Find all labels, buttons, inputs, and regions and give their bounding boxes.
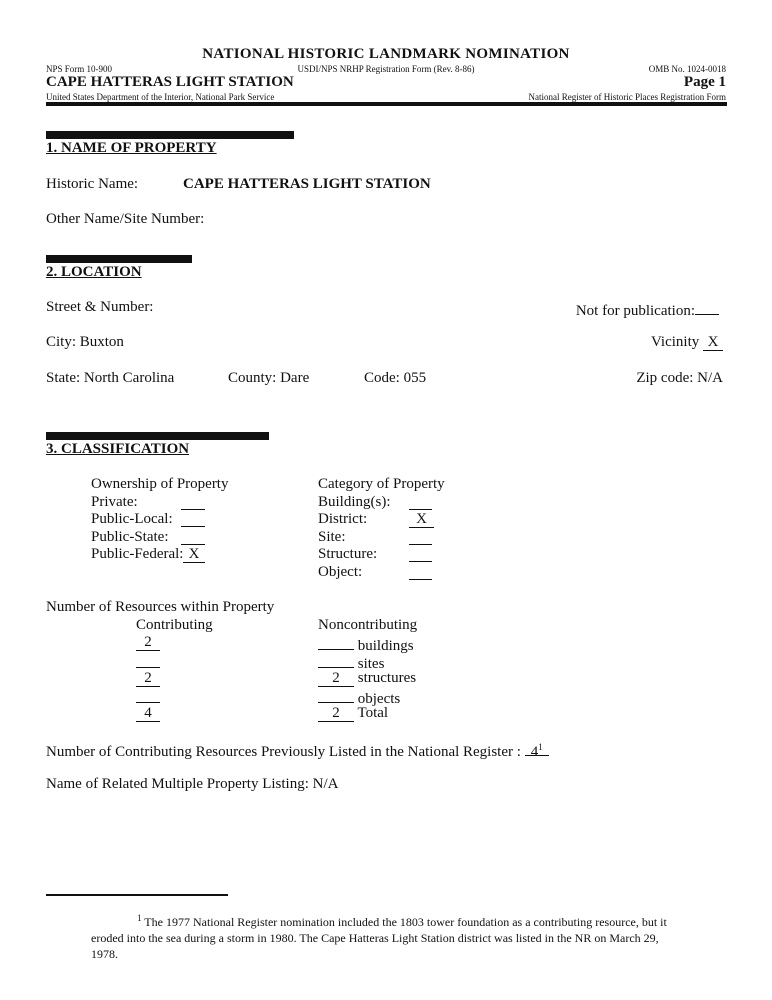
historic-name-value: CAPE HATTERAS LIGHT STATION	[183, 176, 431, 192]
resource-type-objects: objects	[357, 691, 401, 707]
resource-type-buildings: buildings	[357, 638, 414, 654]
historic-name-label: Historic Name:	[46, 176, 139, 192]
category-building-field	[409, 494, 432, 510]
other-name-label: Other Name/Site Number:	[46, 211, 205, 227]
ownership-public-local-field	[181, 511, 205, 527]
contributing-structures: 2	[136, 671, 160, 687]
vicinity	[651, 334, 723, 351]
footnote-ref: 1	[538, 742, 543, 752]
vicinity-label: Vicinity	[650, 334, 700, 350]
category-structure-label: Structure:	[318, 546, 378, 562]
previously-listed-label: Number of Contributing Resources Previously Listed in the National Register :	[46, 744, 521, 760]
previously-listed	[46, 740, 549, 761]
contributing-objects	[136, 687, 160, 703]
ownership-public-federal-label: Public-Federal:	[91, 546, 184, 562]
noncontributing-objects	[318, 687, 354, 703]
ownership-public-state-label: Public-State:	[91, 529, 169, 545]
contributing-header: Contributing	[136, 617, 213, 633]
footnote-number: 1	[137, 913, 142, 923]
section-bar	[46, 255, 192, 263]
state: State: North Carolina	[46, 370, 175, 386]
category-title: Category of Property	[318, 476, 445, 492]
contributing-buildings: 2	[136, 635, 160, 651]
category-district-label: District:	[318, 511, 368, 527]
category-building-label: Building(s):	[318, 494, 391, 510]
resource-type-total: Total	[357, 705, 389, 721]
ownership-public-local-label: Public-Local:	[91, 511, 173, 527]
resource-type-structures: structures	[357, 670, 417, 686]
page-number: Page 1	[683, 74, 726, 90]
noncontributing-total: 2	[318, 706, 354, 722]
category-site-field	[409, 529, 432, 545]
footnote-rule	[46, 894, 228, 896]
form-title: NATIONAL HISTORIC LANDMARK NOMINATION	[202, 46, 570, 62]
contributing-total: 4	[136, 706, 160, 722]
ownership-private-label: Private:	[91, 494, 138, 510]
footnote-text: The 1977 National Register nomination included the 1803 tower foundation as a contributing resource, but it eroded into the sea during a storm in 1980. The Cape Hatteras Light Station district was listed in the NR on March 29, 1978.	[91, 915, 667, 961]
section-heading-location: 2. LOCATION	[46, 264, 142, 280]
not-for-publication	[576, 299, 719, 320]
noncontributing-buildings	[318, 634, 354, 650]
resource-type-sites: sites	[357, 656, 385, 672]
code: Code: 055	[364, 370, 427, 386]
vicinity-field: X	[703, 335, 723, 351]
section-bar	[46, 432, 269, 440]
section-heading-name: 1. NAME OF PROPERTY	[46, 140, 217, 156]
ownership-private-field	[181, 494, 205, 510]
department-name: United States Department of the Interior, National Park Service	[46, 92, 275, 102]
previously-listed-field	[525, 740, 549, 760]
ownership-public-federal-field: X	[183, 547, 205, 563]
street-label: Street & Number:	[46, 299, 154, 315]
related-listing: Name of Related Multiple Property Listing: N/A	[46, 776, 339, 792]
zip-code: Zip code: N/A	[636, 370, 723, 386]
form-number: NPS Form 10-900	[46, 64, 113, 74]
city: City: Buxton	[46, 334, 124, 350]
footnote	[91, 910, 688, 962]
ownership-public-state-field	[181, 529, 205, 545]
register-name: National Register of Historic Places Registration Form	[528, 92, 726, 102]
resources-title: Number of Resources within Property	[46, 599, 275, 615]
property-name-header: CAPE HATTERAS LIGHT STATION	[46, 74, 294, 90]
contributing-sites	[136, 652, 160, 668]
section-bar	[46, 131, 294, 139]
omb-number: OMB No. 1024-0018	[648, 64, 726, 74]
form-description: USDI/NPS NRHP Registration Form (Rev. 8-86)	[297, 64, 475, 74]
category-object-field	[409, 564, 432, 580]
category-structure-field	[409, 546, 432, 562]
not-for-publication-label: Not for publication:	[575, 303, 695, 319]
category-site-label: Site:	[318, 529, 346, 545]
category-object-label: Object:	[318, 564, 363, 580]
section-heading-classification: 3. CLASSIFICATION	[46, 441, 190, 457]
header-rule	[46, 102, 727, 106]
noncontributing-sites	[318, 652, 354, 668]
category-district-field: X	[409, 512, 434, 528]
noncontributing-structures: 2	[318, 671, 354, 687]
ownership-title: Ownership of Property	[91, 476, 229, 492]
not-for-publication-field	[695, 299, 719, 315]
noncontributing-header: Noncontributing	[318, 617, 418, 633]
previously-listed-value: 4	[530, 744, 539, 760]
county: County: Dare	[228, 370, 310, 386]
